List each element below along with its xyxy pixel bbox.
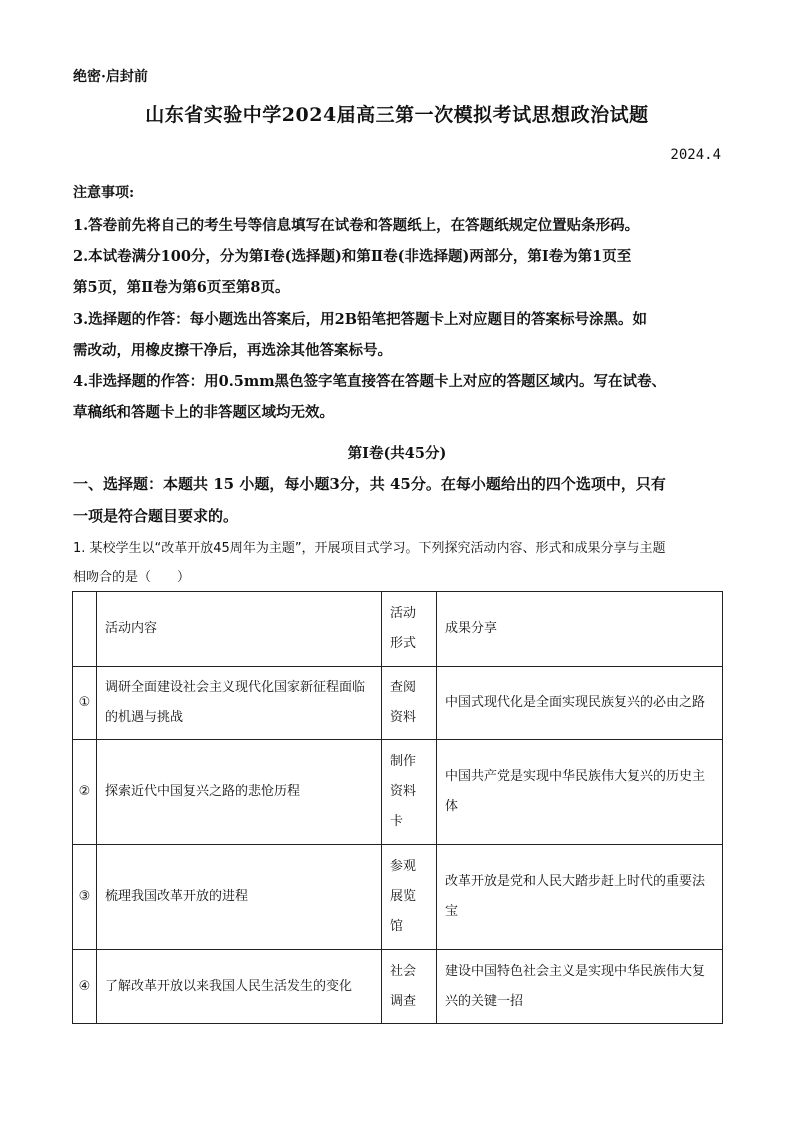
result-share: 中国共产党是实现中华民族伟大复兴的历史主体 [437,740,723,845]
notice-line: 需改动，用橡皮擦干净后，再选涂其他答案标号。 [73,342,392,359]
activity-form: 社会 调查 [382,950,437,1024]
activity-content: 了解改革开放以来我国人民生活发生的变化 [97,950,382,1024]
table-header-cell: 活动内容 [97,592,382,667]
notice-line: 2.本试卷满分100分，分为第Ⅰ卷(选择题)和第Ⅱ卷(非选择题)两部分，第Ⅰ卷为第1页至 [73,248,632,265]
table-row [73,950,723,1024]
activity-content: 调研全面建设社会主义现代化国家新征程面临的机遇与挑战 [97,667,382,740]
activity-content: 梳理我国改革开放的进程 [97,845,382,950]
notice-line: 4.非选择题的作答：用0.5mm黑色签字笔直接答在答题卡上对应的答题区域内。写在试卷、 [73,373,667,390]
notice-title: 注意事项: [73,185,135,201]
notice-line: 1.答卷前先将自己的考生号等信息填写在试卷和答题纸上，在答题纸规定位置贴条形码。 [73,217,640,234]
section-instruction: 一、选择题：本题共 15 小题，每小题3分，共 45分。在每小题给出的四个选项中，只有 [73,475,666,493]
table-header-cell [73,592,97,667]
table-header-row [73,592,723,667]
activity-content: 探索近代中国复兴之路的悲怆历程 [97,740,382,845]
result-share: 中国式现代化是全面实现民族复兴的必由之路 [437,667,723,740]
row-number: ④ [73,950,97,1024]
question-stem: 1. 某校学生以“改革开放45周年为主题”，开展项目式学习。下列探究活动内容、形式和成果分享与主题 [73,541,666,556]
question-stem: 相吻合的是（ ） [73,570,191,585]
row-number: ③ [73,845,97,950]
activity-form: 制作 资料 卡 [382,740,437,845]
confidential-label: 绝密·启封前 [73,69,148,85]
table-header-cell: 成果分享 [437,592,723,667]
notice-line: 第5页，第Ⅱ卷为第6页至第8页。 [73,279,290,296]
row-number: ① [73,667,97,740]
result-share: 建设中国特色社会主义是实现中华民族伟大复兴的关键一招 [437,950,723,1024]
result-share: 改革开放是党和人民大踏步赶上时代的重要法宝 [437,845,723,950]
activity-form: 查阅 资料 [382,667,437,740]
question-table [72,591,723,1024]
row-number: ② [73,740,97,845]
notice-line: 草稿纸和答题卡上的非答题区域均无效。 [73,404,334,421]
section-instruction: 一项是符合题目要求的。 [73,507,239,525]
table-row [73,667,723,740]
table-row [73,740,723,845]
table-row [73,845,723,950]
activity-form: 参观 展览 馆 [382,845,437,950]
exam-title: 山东省实验中学2024届高三第一次模拟考试思想政治试题 [145,104,649,126]
exam-date: 2024.4 [670,147,721,163]
section-title: 第Ⅰ卷(共45分) [347,445,447,462]
table-header-cell: 活动 形式 [382,592,437,667]
notice-line: 3.选择题的作答：每小题选出答案后，用2B铅笔把答题卡上对应题目的答案标号涂黑。如 [73,311,647,328]
